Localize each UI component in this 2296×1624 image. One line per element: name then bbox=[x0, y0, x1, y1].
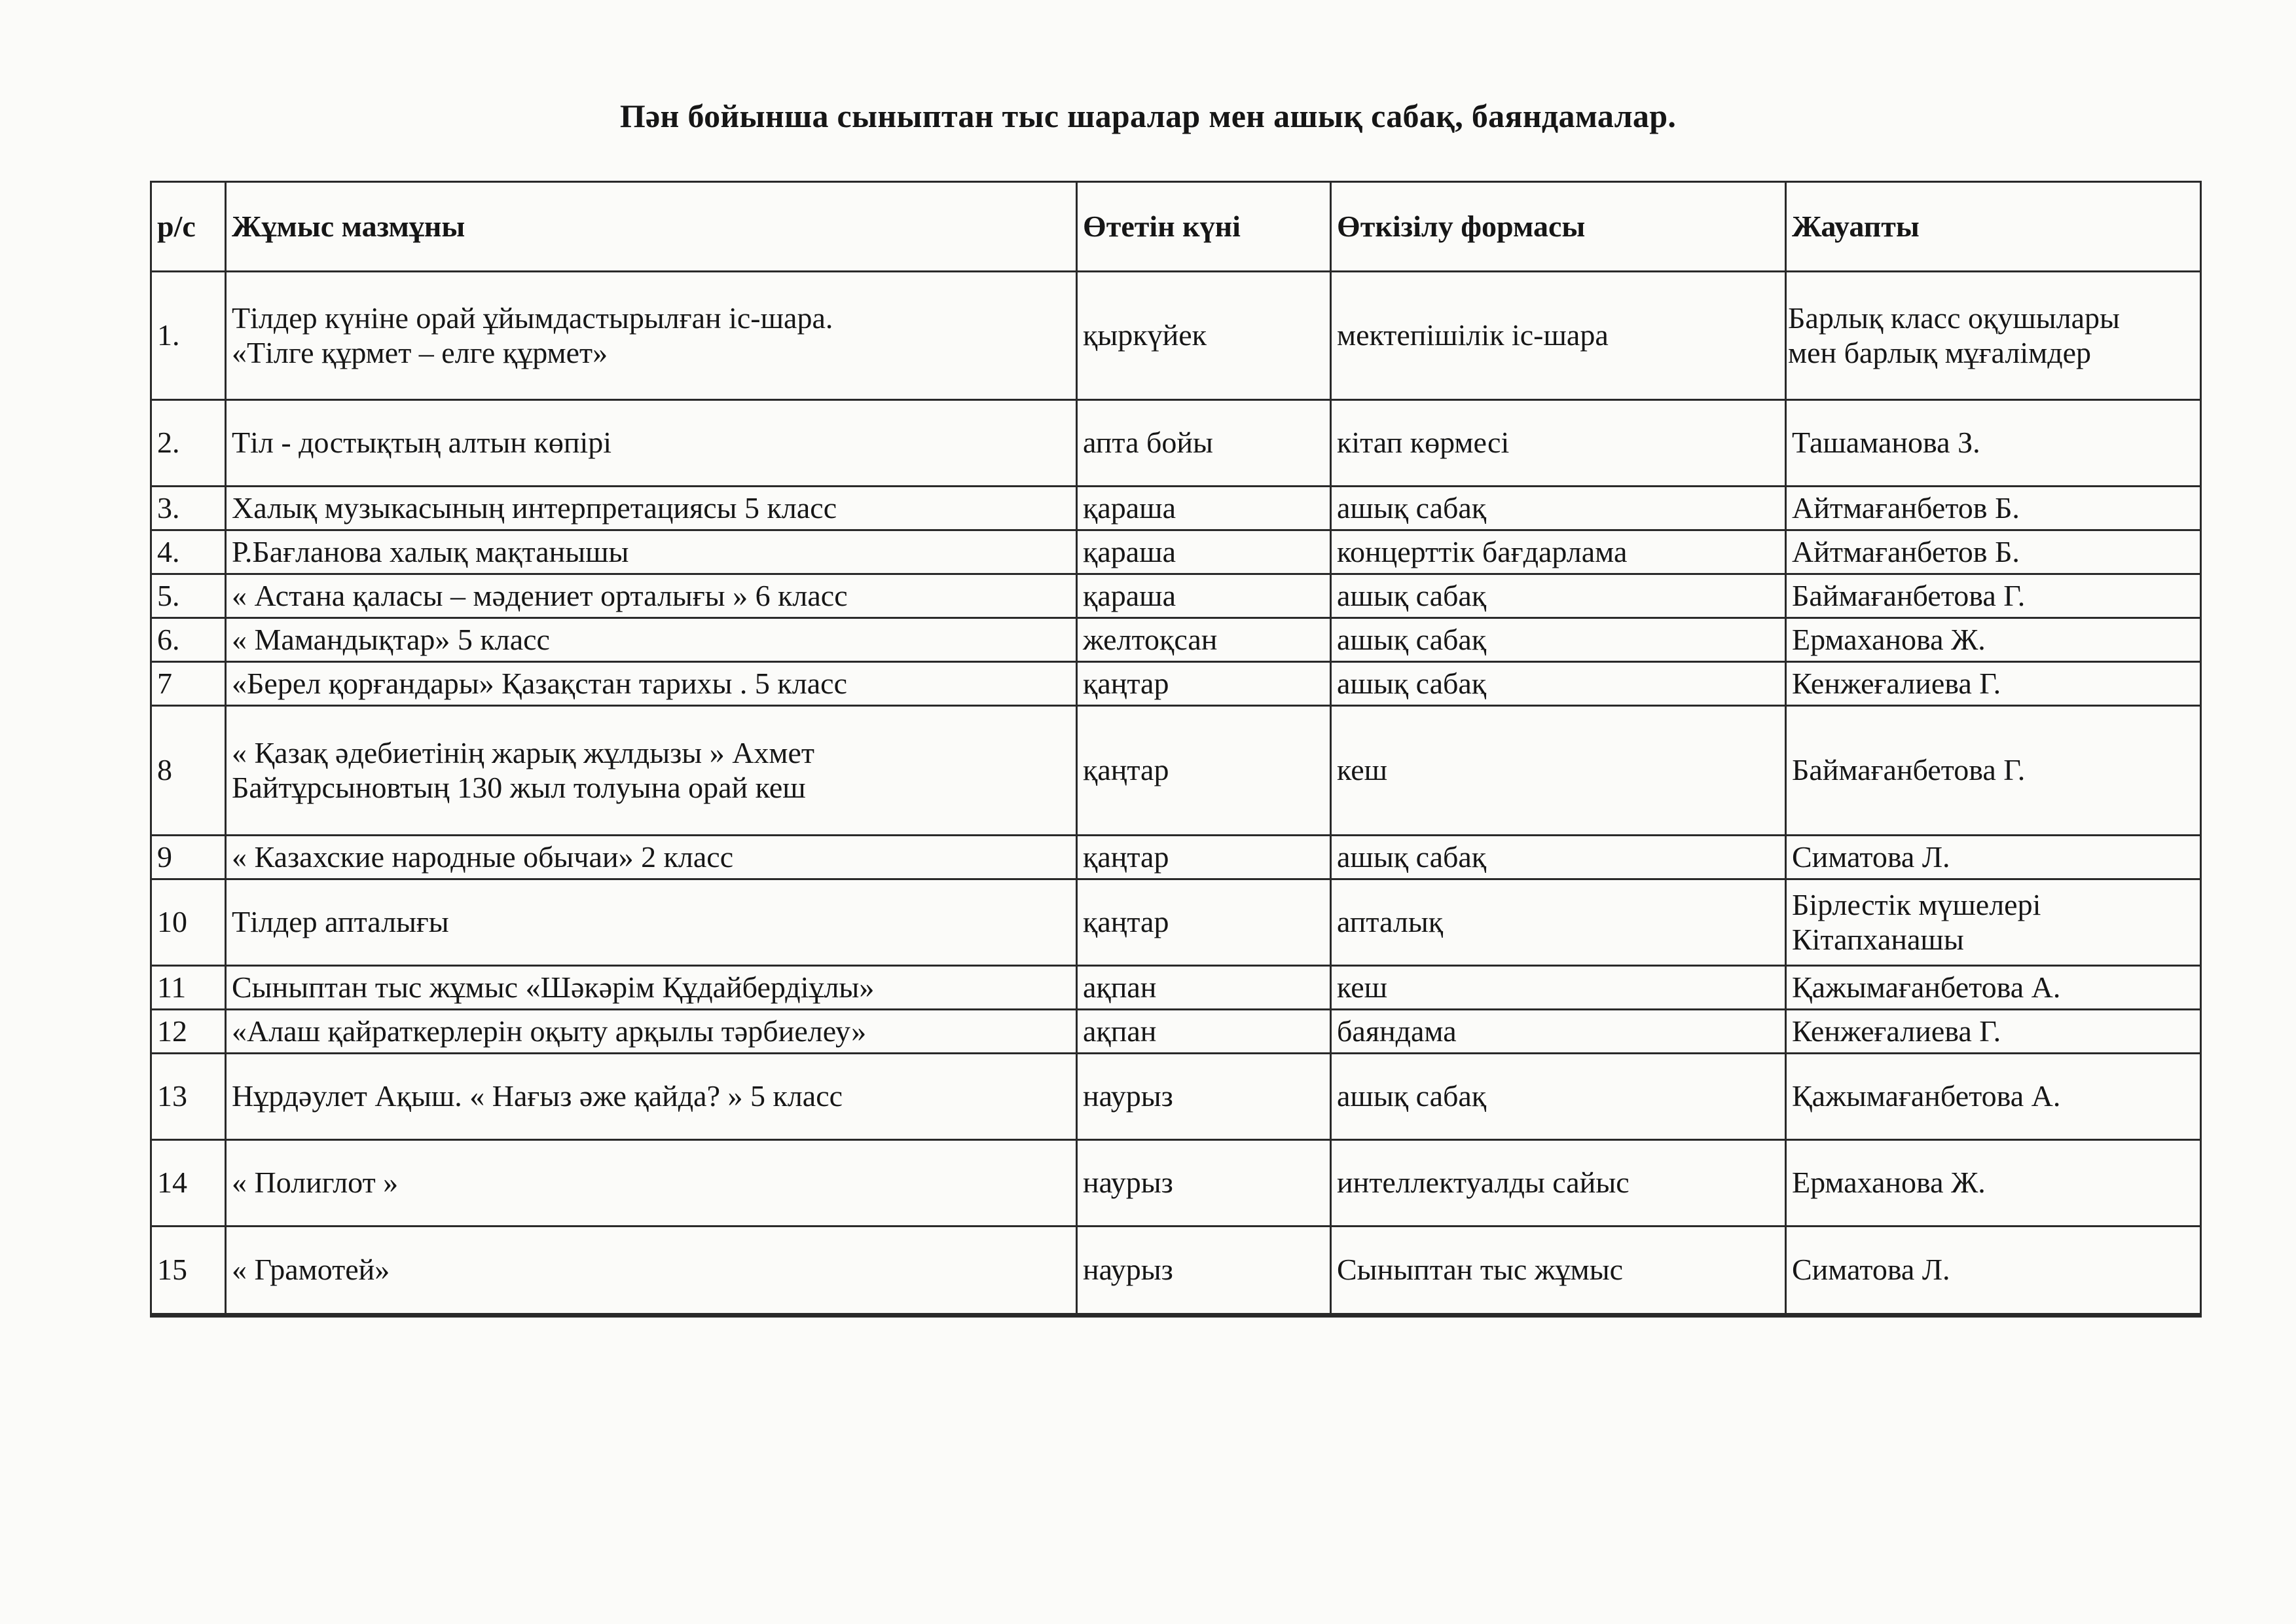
work-content-line: « Полиглот » bbox=[232, 1166, 399, 1200]
table-row bbox=[151, 836, 2201, 879]
form-cell: ашық сабақ bbox=[1331, 487, 1786, 530]
work-content-cell bbox=[226, 574, 1077, 618]
responsible-cell bbox=[1786, 966, 2201, 1010]
responsible-line: Ермаханова Ж. bbox=[1792, 622, 1986, 656]
responsible-line: Симатова Л. bbox=[1792, 1253, 1950, 1287]
responsible-cell bbox=[1786, 1010, 2201, 1054]
date-cell: қараша bbox=[1077, 487, 1331, 530]
date-cell: ақпан bbox=[1077, 966, 1331, 1010]
work-content-cell bbox=[226, 487, 1077, 530]
row-number-cell: 6. bbox=[151, 618, 226, 662]
date-cell: ақпан bbox=[1077, 1010, 1331, 1054]
date-cell: желтоқсан bbox=[1077, 618, 1331, 662]
table-row bbox=[151, 1054, 2201, 1140]
header-date: Өтетін күні bbox=[1077, 182, 1331, 272]
work-content-cell bbox=[226, 530, 1077, 574]
responsible-cell bbox=[1786, 1140, 2201, 1227]
row-number-cell: 11 bbox=[151, 966, 226, 1010]
table-row bbox=[151, 487, 2201, 530]
work-content-line: Р.Бағланова халық мақтанышы bbox=[232, 534, 629, 568]
form-cell: ашық сабақ bbox=[1331, 836, 1786, 879]
work-content-cell bbox=[226, 966, 1077, 1010]
table-row bbox=[151, 272, 2201, 400]
responsible-cell bbox=[1786, 662, 2201, 706]
responsible-line: Қажымағанбетова А. bbox=[1792, 1079, 2061, 1113]
responsible-line: мен барлық мұғалімдер bbox=[1788, 335, 2092, 369]
work-content-line: « Астана қаласы – мәдениет орталығы » 6 класс bbox=[232, 578, 848, 612]
row-number-cell: 14 bbox=[151, 1140, 226, 1227]
responsible-line: Айтмағанбетов Б. bbox=[1792, 490, 2020, 525]
form-cell: ашық сабақ bbox=[1331, 662, 1786, 706]
table-header-row bbox=[151, 182, 2201, 272]
date-cell: наурыз bbox=[1077, 1227, 1331, 1316]
table-body bbox=[151, 272, 2201, 1316]
table-row bbox=[151, 1010, 2201, 1054]
responsible-line: Кенжеғалиева Г. bbox=[1792, 1014, 2001, 1048]
responsible-cell bbox=[1786, 1227, 2201, 1316]
row-number-cell: 13 bbox=[151, 1054, 226, 1140]
work-content-line: «Берел қорғандары» Қазақстан тарихы . 5 класс bbox=[232, 666, 847, 700]
form-cell: апталық bbox=[1331, 879, 1786, 966]
work-content-cell bbox=[226, 1010, 1077, 1054]
responsible-line: Ташаманова З. bbox=[1792, 426, 1980, 460]
header-responsible: Жауапты bbox=[1786, 182, 2201, 272]
responsible-line: Симатова Л. bbox=[1792, 840, 1950, 874]
page-title: Пән бойынша сыныптан тыс шаралар мен ашық сабақ, баяндамалар. bbox=[619, 98, 1677, 134]
row-number-cell: 9 bbox=[151, 836, 226, 879]
responsible-cell bbox=[1786, 574, 2201, 618]
row-number-cell: 10 bbox=[151, 879, 226, 966]
work-content-line: Халық музыкасының интерпретациясы 5 класс bbox=[232, 490, 837, 525]
table-row bbox=[151, 1227, 2201, 1316]
responsible-cell bbox=[1786, 1054, 2201, 1140]
work-content-line: «Тілге құрмет – елге құрмет» bbox=[232, 335, 608, 369]
work-content-line: « Қазақ әдебиетінің жарық жұлдызы » Ахмет bbox=[232, 735, 815, 769]
row-number-cell: 2. bbox=[151, 400, 226, 487]
work-content-cell bbox=[226, 706, 1077, 836]
form-cell: ашық сабақ bbox=[1331, 574, 1786, 618]
table-row bbox=[151, 618, 2201, 662]
responsible-line: Бірлестік мүшелері bbox=[1792, 887, 2041, 921]
work-content-line: Нұрдәулет Ақыш. « Нағыз әже қайда? » 5 класс bbox=[232, 1079, 843, 1113]
responsible-line: Баймағанбетова Г. bbox=[1792, 753, 2026, 787]
header-form: Өткізілу формасы bbox=[1331, 182, 1786, 272]
date-cell: қаңтар bbox=[1077, 879, 1331, 966]
form-cell: баяндама bbox=[1331, 1010, 1786, 1054]
responsible-cell bbox=[1786, 879, 2201, 966]
responsible-cell bbox=[1786, 272, 2201, 400]
table-row bbox=[151, 706, 2201, 836]
responsible-line: Барлық класс оқушылары bbox=[1788, 301, 2120, 335]
work-content-cell bbox=[226, 400, 1077, 487]
form-cell: ашық сабақ bbox=[1331, 1054, 1786, 1140]
form-cell: кеш bbox=[1331, 966, 1786, 1010]
form-cell: концерттік бағдарлама bbox=[1331, 530, 1786, 574]
date-cell: наурыз bbox=[1077, 1140, 1331, 1227]
events-table bbox=[150, 181, 2202, 1318]
work-content-cell bbox=[226, 879, 1077, 966]
date-cell: наурыз bbox=[1077, 1054, 1331, 1140]
work-content-line: Тілдер апталығы bbox=[232, 905, 449, 939]
responsible-line: Баймағанбетова Г. bbox=[1792, 578, 2026, 612]
work-content-line: «Алаш қайраткерлерін оқыту арқылы тәрбиелеу» bbox=[232, 1014, 867, 1048]
date-cell: қараша bbox=[1077, 574, 1331, 618]
work-content-line: Тіл - достықтың алтын көпірі bbox=[232, 426, 612, 460]
row-number-cell: 4. bbox=[151, 530, 226, 574]
responsible-cell bbox=[1786, 487, 2201, 530]
responsible-line: Кітапханашы bbox=[1792, 922, 1964, 956]
form-cell: кітап көрмесі bbox=[1331, 400, 1786, 487]
date-cell: қаңтар bbox=[1077, 662, 1331, 706]
work-content-cell bbox=[226, 618, 1077, 662]
row-number-cell: 3. bbox=[151, 487, 226, 530]
row-number-cell: 5. bbox=[151, 574, 226, 618]
responsible-line: Ермаханова Ж. bbox=[1792, 1166, 1986, 1200]
work-content-line: « Мамандықтар» 5 класс bbox=[232, 622, 550, 656]
responsible-cell bbox=[1786, 618, 2201, 662]
row-number-cell: 8 bbox=[151, 706, 226, 836]
responsible-cell bbox=[1786, 530, 2201, 574]
table-row bbox=[151, 530, 2201, 574]
work-content-line: « Казахские народные обычаи» 2 класс bbox=[232, 840, 734, 874]
form-cell: Сыныптан тыс жұмыс bbox=[1331, 1227, 1786, 1316]
table-row bbox=[151, 574, 2201, 618]
header-number: р/с bbox=[151, 182, 226, 272]
date-cell: қыркүйек bbox=[1077, 272, 1331, 400]
work-content-cell bbox=[226, 272, 1077, 400]
work-content-cell bbox=[226, 1227, 1077, 1316]
date-cell: апта бойы bbox=[1077, 400, 1331, 487]
table-row bbox=[151, 879, 2201, 966]
work-content-cell bbox=[226, 836, 1077, 879]
form-cell: мектепішілік іс-шара bbox=[1331, 272, 1786, 400]
row-number-cell: 7 bbox=[151, 662, 226, 706]
work-content-line: Тілдер күніне орай ұйымдастырылған іс-шара. bbox=[232, 301, 833, 335]
table-row bbox=[151, 662, 2201, 706]
table-row bbox=[151, 1140, 2201, 1227]
work-content-cell bbox=[226, 1054, 1077, 1140]
table-row bbox=[151, 966, 2201, 1010]
date-cell: қаңтар bbox=[1077, 836, 1331, 879]
responsible-cell bbox=[1786, 836, 2201, 879]
date-cell: қараша bbox=[1077, 530, 1331, 574]
responsible-line: Айтмағанбетов Б. bbox=[1792, 534, 2020, 568]
form-cell: кеш bbox=[1331, 706, 1786, 836]
work-content-line: Байтұрсыновтың 130 жыл толуына орай кеш bbox=[232, 770, 806, 804]
work-content-cell bbox=[226, 662, 1077, 706]
responsible-cell bbox=[1786, 706, 2201, 836]
work-content-line: « Грамотей» bbox=[232, 1253, 390, 1287]
work-content-line: Сыныптан тыс жұмыс «Шәкәрім Құдайбердіұлы» bbox=[232, 970, 875, 1004]
row-number-cell: 15 bbox=[151, 1227, 226, 1316]
form-cell: ашық сабақ bbox=[1331, 618, 1786, 662]
responsible-line: Қажымағанбетова А. bbox=[1792, 970, 2061, 1004]
row-number-cell: 1. bbox=[151, 272, 226, 400]
header-work-content: Жұмыс мазмұны bbox=[226, 182, 1077, 272]
table-row bbox=[151, 400, 2201, 487]
work-content-cell bbox=[226, 1140, 1077, 1227]
responsible-line: Кенжеғалиева Г. bbox=[1792, 666, 2001, 700]
date-cell: қаңтар bbox=[1077, 706, 1331, 836]
row-number-cell: 12 bbox=[151, 1010, 226, 1054]
responsible-cell bbox=[1786, 400, 2201, 487]
form-cell: интеллектуалды сайыс bbox=[1331, 1140, 1786, 1227]
